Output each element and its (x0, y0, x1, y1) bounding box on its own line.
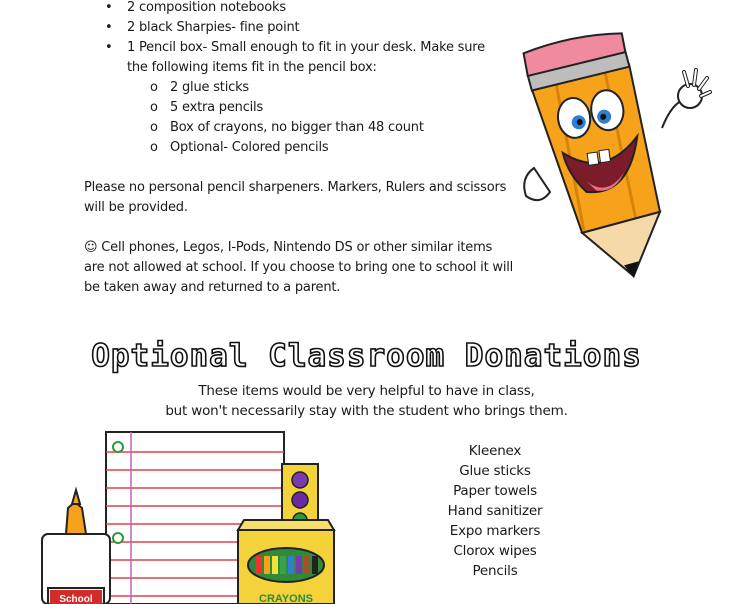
waving-hand (662, 70, 710, 128)
donations-subtitle-line2: but won't necessarily stay with the student who brings them. (165, 403, 568, 419)
pencil-box-item-text: 2 glue sticks (170, 80, 249, 95)
sub-bullet-marker: o (150, 100, 158, 115)
pencil-box-item (0, 138, 424, 158)
pencil-box-item-text: Box of crayons, no bigger than 48 count (170, 120, 424, 135)
supply-item (0, 0, 507, 18)
pencil-box-item (0, 78, 424, 98)
donations-heading: Optional Classroom Donations (91, 338, 642, 374)
pencil-box-item-text: Optional- Colored pencils (170, 140, 329, 155)
sub-bullet-marker: o (150, 140, 158, 155)
donation-item: Pencils (472, 563, 518, 579)
donation-item: Glue sticks (459, 463, 531, 479)
pencil-box-item (0, 118, 424, 138)
glue-bottle (42, 490, 110, 604)
supply-item-text: 2 black Sharpies- fine point (127, 20, 300, 35)
crayon-box (238, 520, 334, 604)
cartoon-pencil-illustration (512, 28, 712, 290)
supply-item-text: 1 Pencil box- Small enough to fit in your desk. Make sure the following items fit in the pencil box: (127, 40, 485, 75)
sub-bullet-marker: o (150, 120, 158, 135)
sub-bullet-marker: o (150, 80, 158, 95)
supply-item (0, 38, 507, 78)
donation-item: Hand sanitizer (447, 503, 543, 519)
supply-item (0, 18, 507, 38)
school-supplies-illustration (38, 430, 338, 604)
donation-item: Expo markers (449, 523, 541, 539)
bullet-marker: • (105, 0, 113, 15)
donation-item: Clorox wipes (453, 543, 537, 559)
donation-items-list (395, 441, 595, 581)
bullet-marker: • (105, 20, 113, 35)
crayons-box-label: CRAYONS (259, 593, 313, 604)
supply-item-text: 2 composition notebooks (127, 0, 286, 15)
left-glove-hand (524, 168, 550, 200)
glue-bottle-label: School (59, 594, 93, 604)
donation-item: Kleenex (468, 443, 522, 459)
device-policy-note: ☺ Cell phones, Legos, I-Pods, Nintendo DS or other similar items are not allowed at school. If you choose to bring one to school it will be taken away and returned to a parent. (84, 240, 514, 295)
pencil-box-list (0, 78, 424, 158)
pencil-box-item-text: 5 extra pencils (170, 100, 264, 115)
pencil-box-item (0, 98, 424, 118)
donations-subtitle-line1: These items would be very helpful to have in class, (198, 383, 535, 399)
donation-item: Paper towels (453, 483, 537, 499)
bullet-marker: • (105, 40, 113, 55)
sharpener-note: Please no personal pencil sharpeners. Markers, Rulers and scissors will be provided. (84, 180, 507, 215)
